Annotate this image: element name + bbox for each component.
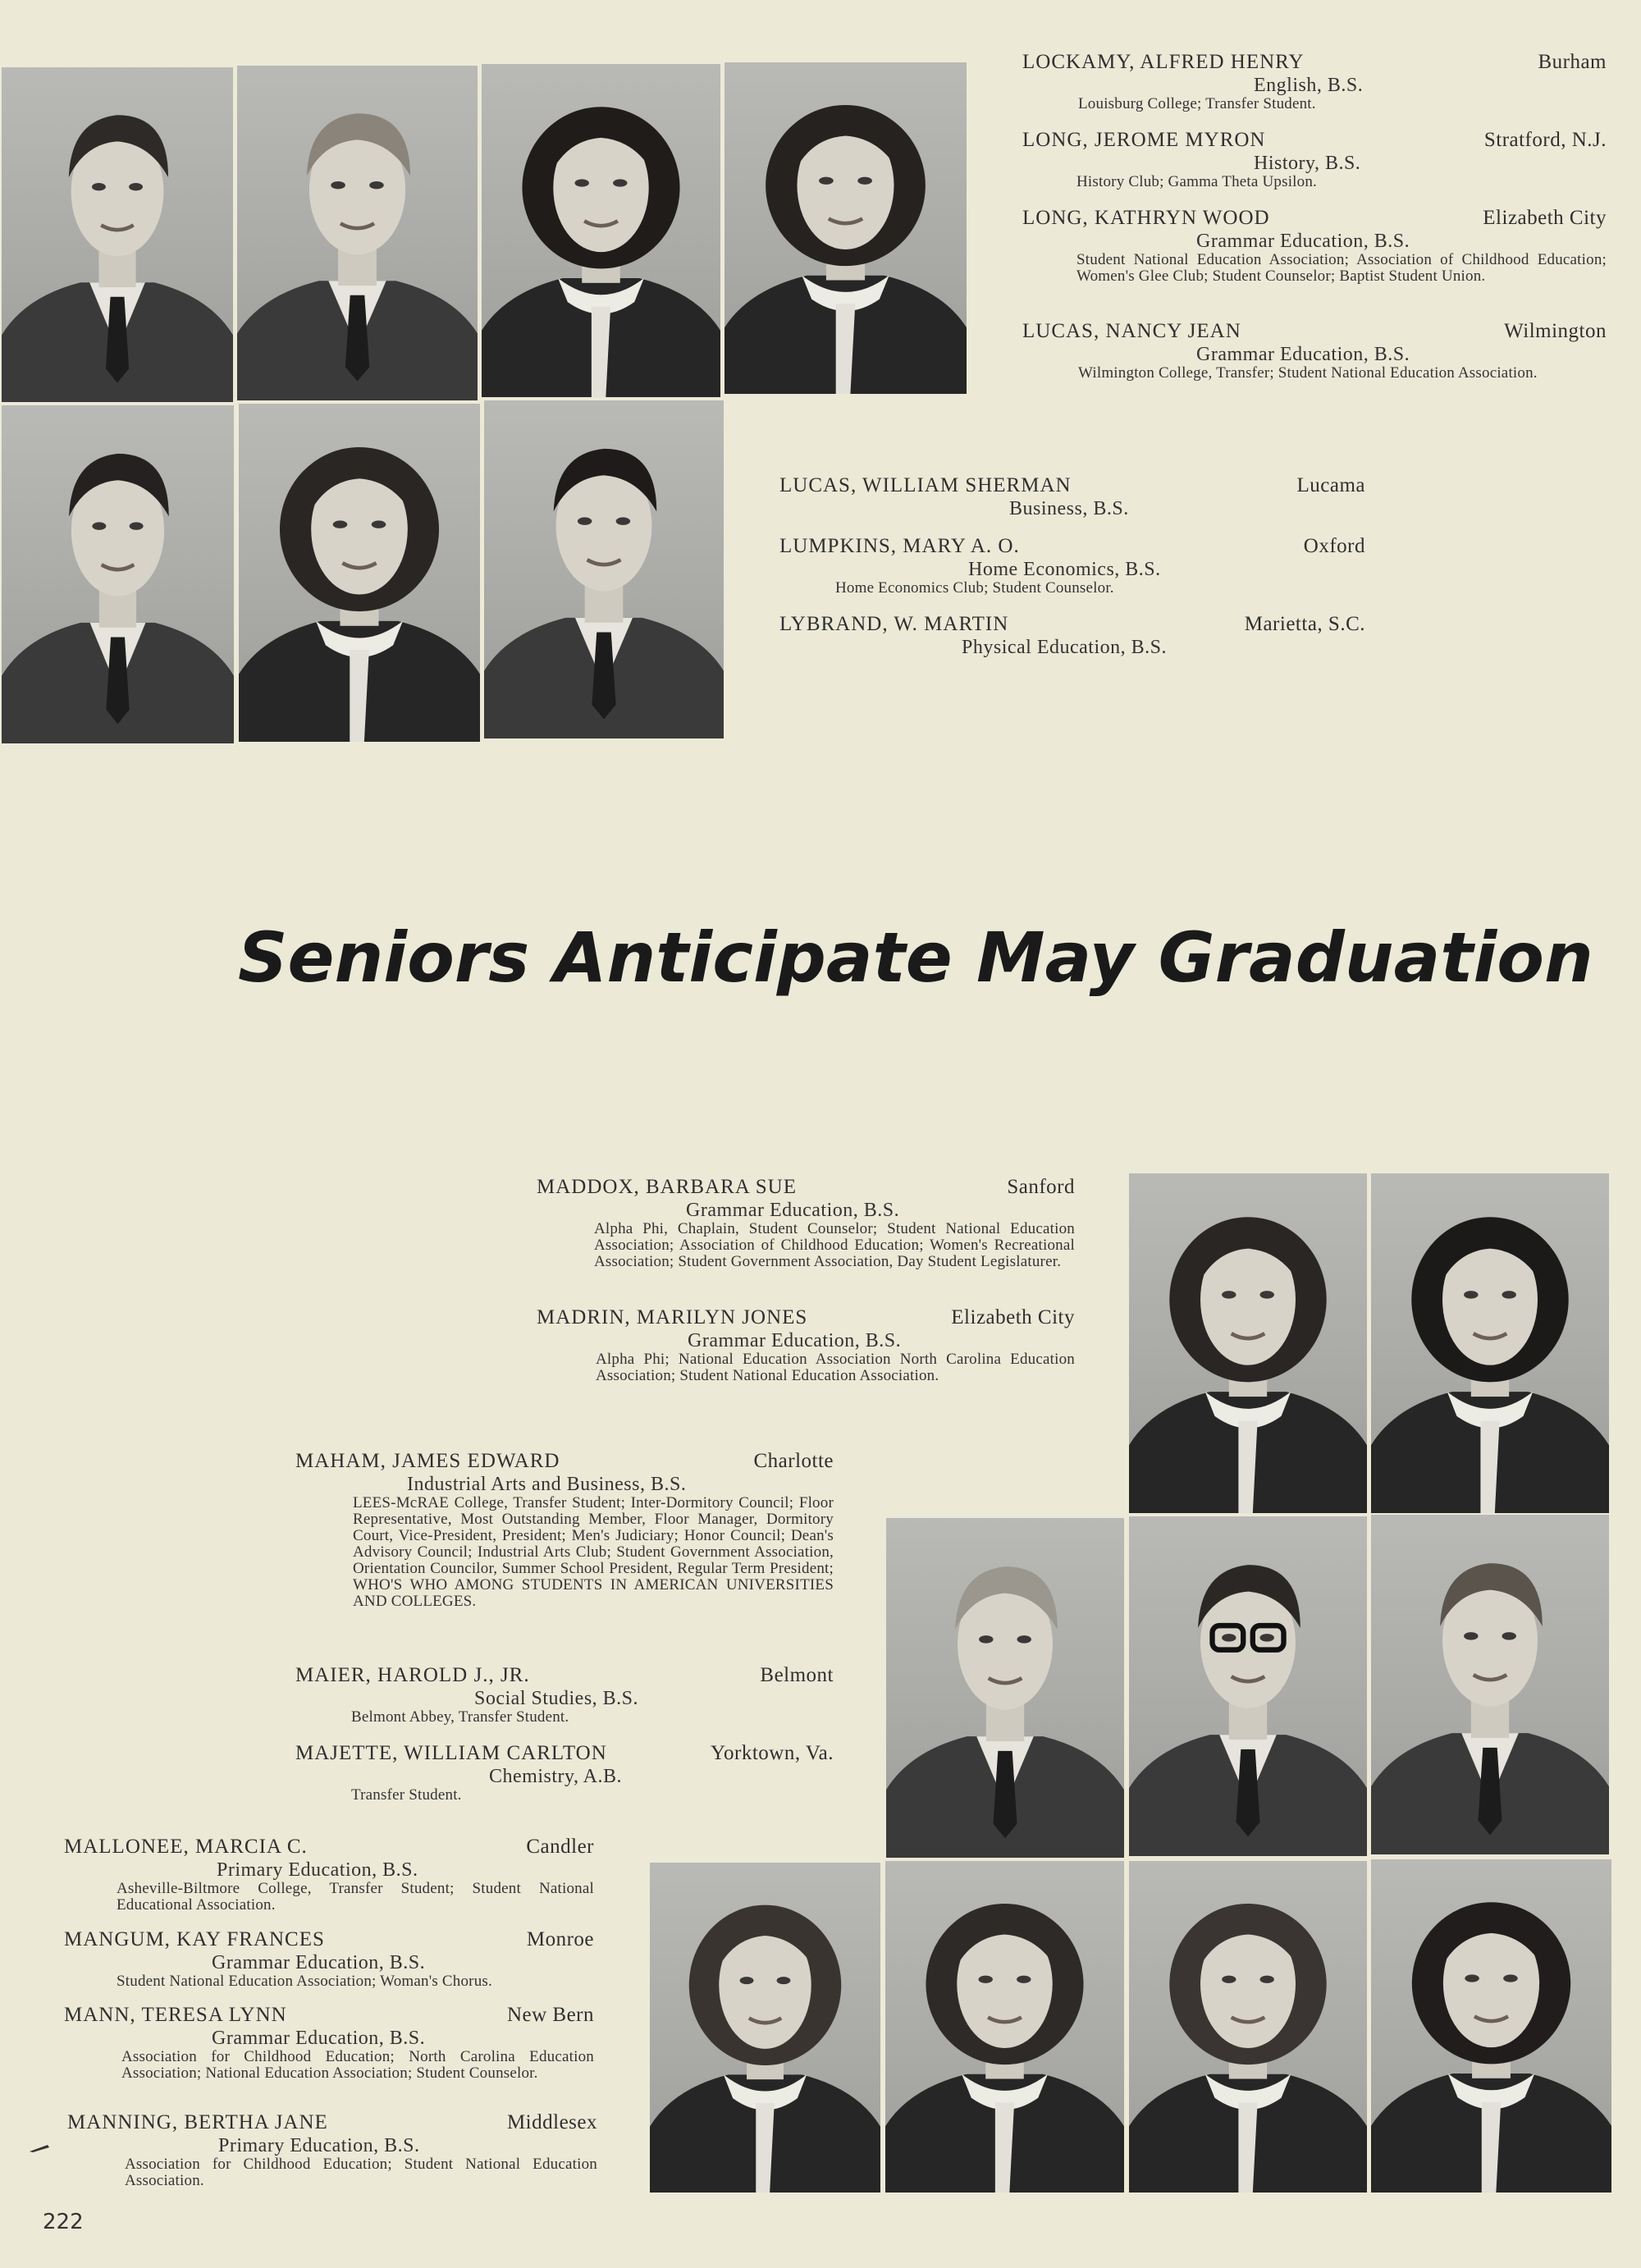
senior-name: LOCKAMY, ALFRED HENRY — [1022, 51, 1305, 73]
hometown: Marietta, S.C. — [1244, 613, 1365, 635]
portrait-silhouette — [237, 66, 478, 400]
page-headline: Seniors Anticipate May Graduation — [238, 917, 1593, 998]
activities: Association for Childhood Education; Student National Education Association. — [125, 2156, 597, 2189]
senior-entry — [64, 1928, 594, 1990]
activities: Louisburg College; Transfer Student. — [1078, 95, 1316, 112]
senior-name: MAIER, HAROLD J., JR. — [295, 1664, 530, 1686]
portrait-silhouette — [1129, 1516, 1367, 1856]
senior-name: LONG, JEROME MYRON — [1022, 129, 1266, 151]
senior-entry — [779, 535, 1365, 597]
degree: Chemistry, A.B. — [489, 1766, 622, 1787]
senior-entry — [537, 1176, 1075, 1270]
activities: Home Economics Club; Student Counselor. — [835, 579, 1114, 597]
student-photo — [1129, 1861, 1367, 2193]
student-photo — [1371, 1173, 1609, 1513]
portrait-silhouette — [239, 404, 480, 742]
senior-entry — [295, 1450, 834, 1610]
senior-entry — [67, 2111, 597, 2189]
senior-name: LONG, KATHRYN WOOD — [1022, 207, 1270, 229]
senior-name: LUCAS, NANCY JEAN — [1022, 320, 1241, 342]
portrait-silhouette — [484, 400, 724, 738]
senior-entry — [295, 1664, 834, 1726]
student-photo — [1129, 1516, 1367, 1856]
degree: History, B.S. — [1254, 153, 1361, 174]
student-photo — [725, 62, 967, 394]
student-photo — [650, 1863, 880, 2193]
senior-name: MALLONEE, MARCIA C. — [64, 1836, 308, 1858]
senior-name: MAHAM, JAMES EDWARD — [295, 1450, 560, 1472]
senior-entry — [64, 1836, 594, 1914]
degree: Grammar Education, B.S. — [686, 1200, 900, 1221]
hometown: Wilmington — [1504, 320, 1607, 342]
student-photo — [484, 400, 724, 738]
student-photo — [482, 64, 720, 397]
senior-name: MADRIN, MARILYN JONES — [537, 1306, 808, 1328]
senior-name: MANGUM, KAY FRANCES — [64, 1928, 325, 1950]
hometown: Belmont — [760, 1664, 834, 1686]
hometown: Middlesex — [506, 2111, 597, 2133]
pen-mark-icon — [28, 2143, 51, 2153]
degree: Grammar Education, B.S. — [212, 2028, 426, 2049]
page-number: 222 — [43, 2210, 84, 2234]
portrait-silhouette — [2, 67, 233, 402]
portrait-silhouette — [885, 1861, 1124, 2193]
degree: Grammar Education, B.S. — [212, 1952, 426, 1973]
senior-name: MANNING, BERTHA JANE — [67, 2111, 328, 2133]
degree: Industrial Arts and Business, B.S. — [407, 1474, 687, 1495]
senior-entry — [64, 2004, 594, 2082]
student-photo — [1371, 1515, 1609, 1854]
senior-entry — [1022, 320, 1607, 382]
portrait-silhouette — [650, 1863, 880, 2193]
portrait-silhouette — [482, 64, 720, 397]
senior-name: MAJETTE, WILLIAM CARLTON — [295, 1742, 607, 1764]
degree: Grammar Education, B.S. — [1196, 231, 1410, 252]
senior-entry — [1022, 51, 1607, 112]
senior-name: MADDOX, BARBARA SUE — [537, 1176, 797, 1198]
hometown: Burham — [1538, 51, 1607, 73]
hometown: Lucama — [1296, 474, 1365, 496]
portrait-silhouette — [1371, 1173, 1609, 1513]
activities: LEES-McRAE College, Transfer Student; Inter-Dormitory Council; Floor Representative, Most Outstanding Member, Floor Manager, Dormitory Court, Vice-President, President; Men's Judiciary; Honor Council; Dean's Advisory Council; Industrial Arts Club; Student Government Association, Orientation Councilor, Summer School President, Regular Term President; WHO'S WHO AMONG STUDENTS IN AMERICAN UNIVERSITIES AND COLLEGES. — [353, 1494, 834, 1610]
student-photo — [2, 67, 233, 402]
activities: Asheville-Biltmore College, Transfer Student; Student National Educational Association. — [117, 1880, 594, 1914]
degree: Primary Education, B.S. — [218, 2135, 420, 2156]
senior-entry — [1022, 207, 1607, 285]
hometown: Elizabeth City — [1483, 207, 1607, 229]
student-photo — [2, 405, 234, 743]
degree: English, B.S. — [1254, 75, 1364, 96]
student-photo — [886, 1518, 1124, 1858]
hometown: Sanford — [1007, 1176, 1075, 1198]
portrait-silhouette — [1371, 1859, 1611, 2193]
hometown: Candler — [526, 1836, 594, 1858]
portrait-silhouette — [886, 1518, 1124, 1858]
student-photo — [885, 1861, 1124, 2193]
activities: Association for Childhood Education; North Carolina Education Association; National Education Association; Student Counselor. — [121, 2048, 594, 2082]
senior-entry — [295, 1742, 834, 1804]
senior-entry — [1022, 129, 1607, 190]
senior-name: MANN, TERESA LYNN — [64, 2004, 287, 2026]
activities: Wilmington College, Transfer; Student National Education Association. — [1078, 364, 1538, 382]
hometown: Yorktown, Va. — [710, 1742, 834, 1764]
activities: Transfer Student. — [351, 1786, 462, 1804]
activities: Belmont Abbey, Transfer Student. — [351, 1708, 569, 1726]
senior-name: LUCAS, WILLIAM SHERMAN — [779, 474, 1072, 496]
degree: Primary Education, B.S. — [217, 1859, 418, 1881]
student-photo — [1371, 1859, 1611, 2193]
student-photo — [237, 66, 478, 400]
activities: Student National Education Association; Woman's Chorus. — [117, 1973, 492, 1990]
portrait-silhouette — [2, 405, 234, 743]
senior-entry — [779, 613, 1365, 658]
hometown: Oxford — [1303, 535, 1365, 557]
hometown: New Bern — [506, 2004, 594, 2026]
hometown: Monroe — [526, 1928, 594, 1950]
hometown: Stratford, N.J. — [1483, 129, 1607, 151]
senior-name: LYBRAND, W. MARTIN — [779, 613, 1009, 635]
degree: Grammar Education, B.S. — [1196, 344, 1410, 365]
hometown: Elizabeth City — [951, 1306, 1075, 1328]
hometown: Charlotte — [753, 1450, 834, 1472]
activities: Alpha Phi; National Education Association North Carolina Education Association; Student National Education Association. — [596, 1351, 1075, 1384]
degree: Physical Education, B.S. — [962, 637, 1167, 658]
degree: Grammar Education, B.S. — [688, 1330, 902, 1351]
student-photo — [239, 404, 480, 742]
activities: Student National Education Association; Association of Childhood Education; Women's Glee Club; Student Counselor; Baptist Student Union. — [1076, 251, 1607, 285]
senior-name: LUMPKINS, MARY A. O. — [779, 535, 1020, 557]
activities: Alpha Phi, Chaplain, Student Counselor; Student National Education Association; Association of Childhood Education; Women's Recreational Association; Student Government Association, Day Student Legislaturer. — [594, 1220, 1075, 1270]
senior-entry — [779, 474, 1365, 519]
activities: History Club; Gamma Theta Upsilon. — [1076, 173, 1318, 190]
portrait-silhouette — [1371, 1515, 1609, 1854]
student-photo — [1129, 1173, 1367, 1513]
degree: Business, B.S. — [1009, 498, 1129, 519]
senior-entry — [537, 1306, 1075, 1384]
degree: Home Economics, B.S. — [968, 559, 1161, 580]
portrait-silhouette — [725, 62, 967, 394]
portrait-silhouette — [1129, 1861, 1367, 2193]
degree: Social Studies, B.S. — [474, 1688, 639, 1709]
portrait-silhouette — [1129, 1173, 1367, 1513]
